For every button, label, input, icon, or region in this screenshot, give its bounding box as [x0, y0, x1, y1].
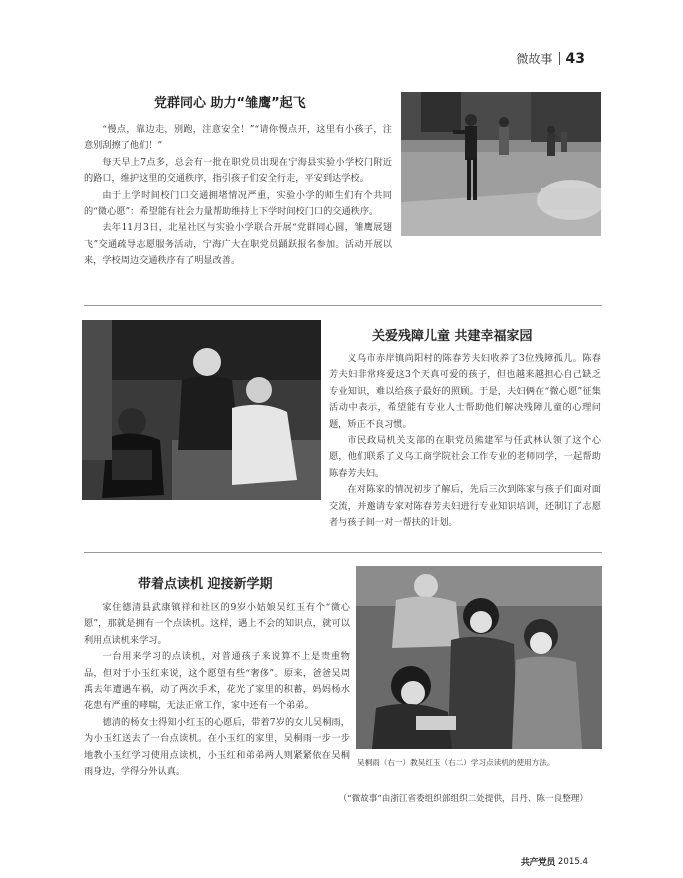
story-2-photo-visit — [82, 320, 321, 500]
story-3-photo-reading-pen — [356, 566, 602, 749]
header-separator — [559, 52, 560, 65]
divider-1 — [84, 305, 602, 306]
story-1-title: 党群同心 助力“雏鹰”起飞 — [154, 96, 306, 111]
story-3-body — [84, 600, 350, 780]
story-1-paragraph: “慢点，靠边走，别跑，注意安全！”“请你慢点开，这里有小孩子，注意别刮擦了他们！” — [84, 124, 392, 152]
story-1-body — [84, 122, 392, 270]
story-2-paragraph: 市民政局机关支部的在职党员熊建军与任武林认领了这个心愿，他们联系了义乌工商学院社会工作专业的老师同学，一起帮助陈春芳夫妇。 — [329, 435, 601, 479]
story-2-title: 关爱残障儿童 共建幸福家园 — [372, 329, 533, 344]
page-footer — [521, 855, 588, 868]
credit-line: （“微故事”由浙江省委组织部组织二处提供，吕丹、陈一良整理） — [338, 794, 588, 804]
story-3-photo-caption: 吴桐雨（右一）教吴红玉（右二）学习点读机的使用方法。 — [357, 758, 555, 767]
story-1-paragraph: 每天早上7点多，总会有一批在职党员出现在宁海县实验小学校门附近的路口，维护这里的交通秩序，指引孩子们安全行走，平安到达学校。 — [84, 156, 392, 185]
story-3-paragraph: 一台用来学习的点读机，对普通孩子来说算不上是贵重物品，但对于小玉红来说，这个愿望有些“奢侈”。原来，爸爸吴周禹去年遭遇车祸，动了两次手术，花光了家里的积蓄，妈妈杨水花患有严重的哮喘，无法正常工作，家中还有一个弟弟。 — [84, 651, 350, 712]
divider-2 — [84, 552, 602, 553]
story-3-paragraph: 家住德清县武康镇祥和社区的9岁小姑娘吴红玉有个“微心愿”，那就是拥有一个点读机。这样，遇上不会的知识点，就可以利用点读机来学习。 — [84, 602, 350, 646]
story-2-paragraph: 义乌市赤岸镇尚阳村的陈春芳夫妇收养了3位残障孤儿。陈春芳夫妇非常疼爱这3个天真可爱的孩子，但也越来越担心自己缺乏专业知识，难以给孩子最好的照顾。于是，夫妇俩在“微心愿”征集活动中表示，希望能有专业人士帮助他们解决残障儿童的心理问题，矫正不良习惯。 — [329, 353, 601, 430]
section-name: 微故事 — [516, 52, 553, 66]
magazine-logo: 共产党员 — [520, 858, 555, 868]
story-2-paragraph: 在对陈家的情况初步了解后，先后三次到陈家与孩子们面对面交流，并邀请专家对陈春芳夫妇进行专业知识培训，还制订了志愿者与孩子间一对一帮扶的计划。 — [329, 484, 601, 529]
magazine-issue: 2015.4 — [557, 856, 588, 867]
story-3-paragraph: 德清的杨女士得知小红玉的心愿后，带着7岁的女儿吴桐雨，为小玉红送去了一台点读机。在小玉红的家里，吴桐雨一步一步地教小玉红学习使用点读机，小玉红和弟弟两人则紧紧依在吴桐雨身边，学得分外认真。 — [84, 716, 350, 778]
page-number: 43 — [565, 50, 585, 67]
story-1-paragraph: 去年11月3日，北星社区与实验小学联合开展“党群同心圆，雏鹰展翅飞”交通疏导志愿服务活动，宁海广大在职党员踊跃报名参加。活动开展以来，学校周边交通秩序有了明显改善。 — [84, 222, 392, 267]
story-2-body — [329, 351, 601, 531]
story-1-photo-traffic-guard — [401, 92, 601, 236]
page-header — [517, 50, 586, 67]
story-3-title: 带着点读机 迎接新学期 — [138, 577, 273, 592]
story-1-paragraph: 由于上学时间校门口交通拥堵情况严重，实验小学的师生们有个共同的“微心愿”：希望能有社会力量帮助维持上下学时间校门口的交通秩序。 — [84, 189, 392, 218]
